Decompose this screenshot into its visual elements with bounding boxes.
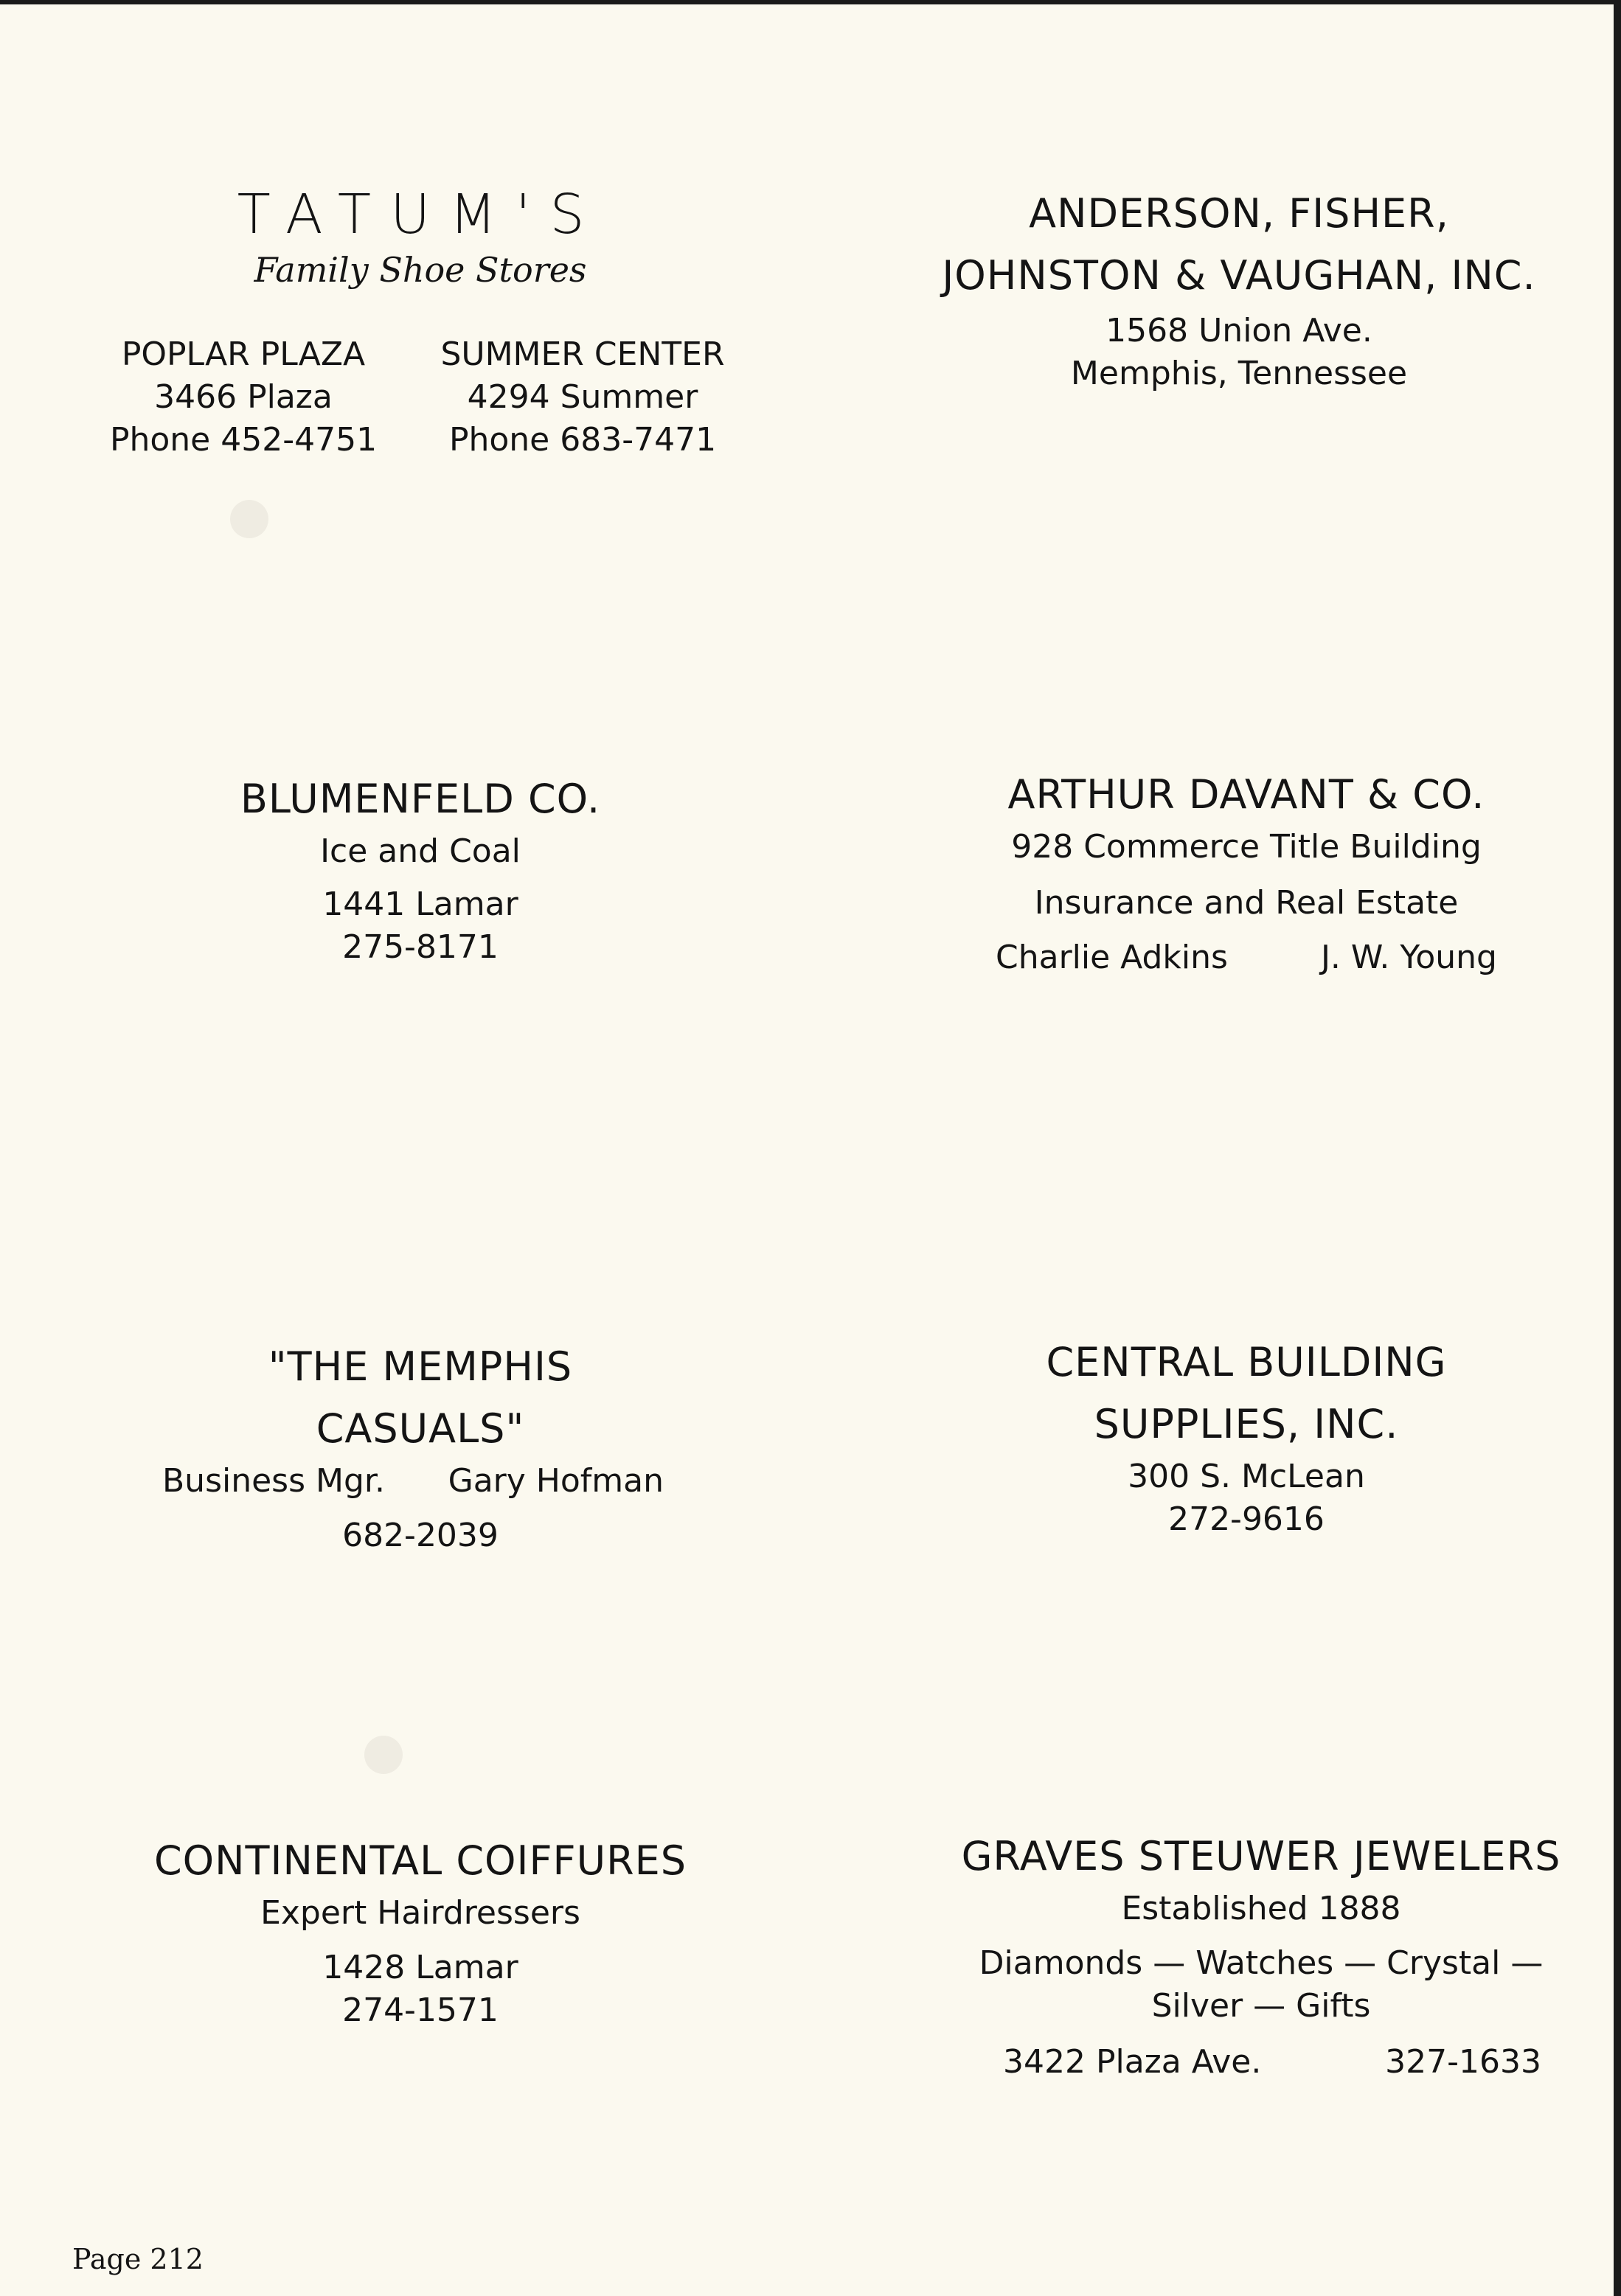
continental-name: CONTINENTAL COIFFURES — [153, 1837, 687, 1884]
casuals-person: Gary Hofman — [448, 1462, 664, 1500]
continental-tagline: Expert Hairdressers — [260, 1894, 580, 1932]
blumenfeld-address: 1441 Lamar — [322, 886, 518, 923]
branch-name: SUMMER CENTER — [440, 335, 725, 373]
davant-contact-1: Charlie Adkins — [996, 939, 1228, 976]
blumenfeld-name: BLUMENFELD CO. — [240, 776, 601, 822]
anderson-city: Memphis, Tennessee — [1070, 355, 1408, 392]
yearbook-page — [0, 4, 1614, 2296]
ad-graves-steuwer — [944, 1826, 1578, 2084]
faint-leaf-mark — [364, 1736, 403, 1774]
branch-phone: Phone 452-4751 — [109, 421, 378, 459]
central-name-line2: SUPPLIES, INC. — [1094, 1401, 1399, 1447]
ad-continental-coiffures — [103, 1830, 737, 2032]
casuals-role: Business Mgr. — [162, 1462, 385, 1500]
graves-address: 3422 Plaza Ave. — [1003, 2043, 1262, 2081]
continental-address: 1428 Lamar — [322, 1949, 518, 1986]
casuals-manager — [103, 1460, 737, 1503]
graves-items-line2: Silver — Gifts — [1151, 1987, 1371, 2025]
branch-address: 4294 Summer — [467, 378, 698, 416]
tatums-title: TATUM'S — [237, 183, 604, 246]
branch-name: POPLAR PLAZA — [121, 335, 366, 373]
anderson-name-line1: ANDERSON, FISHER, — [1029, 190, 1449, 237]
graves-name: GRAVES STEUWER JEWELERS — [961, 1833, 1561, 1879]
tatums-subtitle: Family Shoe Stores — [254, 250, 587, 290]
davant-contacts — [951, 936, 1541, 979]
blumenfeld-phone: 275-8171 — [342, 928, 499, 966]
davant-name: ARTHUR DAVANT & CO. — [1007, 771, 1485, 818]
central-phone: 272-9616 — [1168, 1500, 1325, 1538]
ad-central-building — [951, 1332, 1541, 1541]
anderson-name-line2: JOHNSTON & VAUGHAN, INC. — [942, 252, 1536, 299]
graves-established: Established 1888 — [1121, 1890, 1401, 1927]
branch-phone: Phone 683-7471 — [448, 421, 717, 459]
davant-tagline: Insurance and Real Estate — [1034, 884, 1459, 922]
casuals-name-line1: "THE MEMPHIS — [268, 1343, 573, 1390]
casuals-name-line2: CASUALS" — [316, 1405, 525, 1452]
casuals-phone: 682-2039 — [342, 1517, 499, 1554]
davant-address: 928 Commerce Title Building — [1011, 828, 1482, 866]
central-address: 300 S. McLean — [1128, 1458, 1365, 1495]
continental-phone: 274-1571 — [342, 1991, 499, 2029]
ad-tatums — [103, 181, 737, 292]
graves-items-line1: Diamonds — Watches — Crystal — — [979, 1944, 1544, 1982]
ad-davant — [951, 764, 1541, 979]
ad-blumenfeld — [103, 768, 737, 969]
central-name-line1: CENTRAL BUILDING — [1046, 1339, 1447, 1385]
blumenfeld-tagline: Ice and Coal — [320, 832, 521, 870]
ad-anderson — [907, 183, 1571, 395]
ad-memphis-casuals — [103, 1336, 737, 1557]
branch-address: 3466 Plaza — [154, 378, 333, 416]
tatums-branch-poplar — [103, 333, 383, 462]
tatums-branch-summer — [428, 333, 737, 462]
faint-leaf-mark — [230, 500, 268, 538]
davant-contact-2: J. W. Young — [1320, 939, 1497, 976]
graves-phone: 327-1633 — [1385, 2043, 1541, 2081]
page-number: Page 212 — [72, 2243, 204, 2275]
anderson-address: 1568 Union Ave. — [1105, 312, 1372, 349]
graves-contact — [944, 2041, 1578, 2084]
